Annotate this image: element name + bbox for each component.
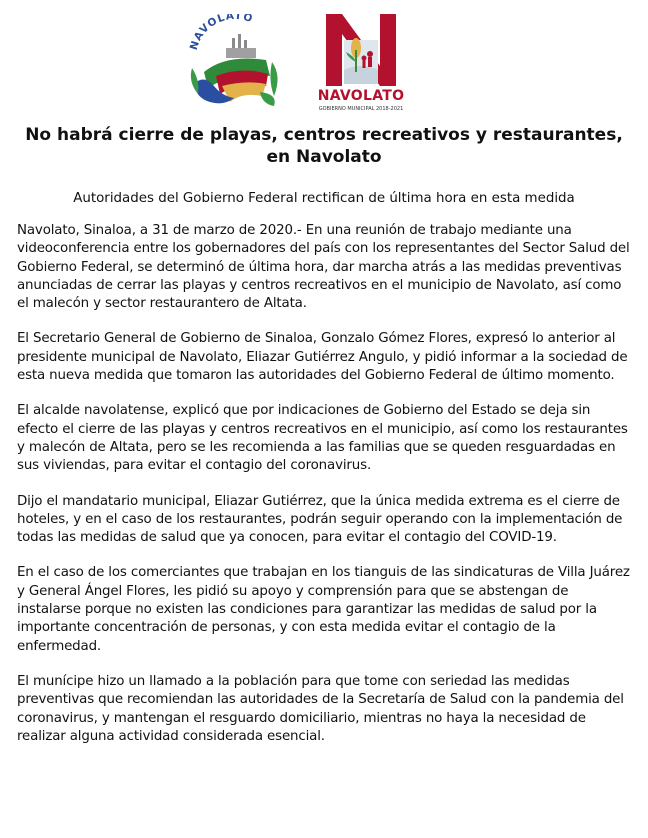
navolato-emblem-logo <box>186 14 284 108</box>
left-logo-arc-text: NAVOLATO <box>187 14 255 52</box>
letter-n-emblem-icon <box>316 10 406 88</box>
headline: No habrá cierre de playas, centros recreativos y restaurantes, en Navolato <box>25 125 623 167</box>
right-logo-title: NAVOLATO <box>317 88 405 104</box>
paragraph-6: El munícipe hizo un llamado a la población para que tome con seriedad las medidas preventivas que recomiendan las autoridades de la Secretaría de Salud con la pandemia del coronavirus, y mantengan el resguardo domiciliario, mientras no haya la necesidad de realizar alguna actividad considerada esencial. <box>17 673 624 744</box>
paragraph-1: Navolato, Sinaloa, a 31 de marzo de 2020.- En una reunión de trabajo mediante una videoconferencia entre los gobernadores del país con los representantes del Sector Salud del Gobierno Federal, se determinó de última hora, dar marcha atrás a las medidas preventivas anunciadas de cerrar las playas y centros recreativos en el municipio de Navolato, así como el malecón y sector restaurantero de Altata. <box>17 223 630 312</box>
paragraph-4: Dijo el mandatario municipal, Eliazar Gutiérrez, que la única medida extrema es el cierre de hoteles, y en el caso de los restaurantes, podrán seguir operando con la implementación de todas las medidas de salud que ya conocen, para evitar el contagio del COVID-19. <box>17 493 623 546</box>
navolato-gobierno-logo <box>316 10 406 114</box>
subtitle: Autoridades del Gobierno Federal rectifican de última hora en esta medida <box>73 191 575 206</box>
paragraph-5: En el caso de los comerciantes que trabajan en los tianguis de las sindicaturas de Villa Juárez y General Ángel Flores, les pidió su apoyo y comprensión para que se abstengan de instalarse porque no existen las condiciones para garantizar las medidas de salud por la importante concentración de personas, y con esta medida evitar el contagio de la enfermedad. <box>17 565 630 654</box>
right-logo-subtitle: GOBIERNO MUNICIPAL 2018-2021 <box>318 106 404 112</box>
paragraph-2: El Secretario General de Gobierno de Sinaloa, Gonzalo Gómez Flores, expresó lo anterior al presidente municipal de Navolato, Eliazar Gutiérrez Angulo, y pidió informar a la sociedad de esta nueva medida que tomaron las autoridades del Gobierno Federal de último momento. <box>17 331 628 384</box>
paragraph-3: El alcalde navolatense, explicó que por indicaciones de Gobierno del Estado se deja sin efecto el cierre de las playas y centros recreativos en el municipio, así como los restaurantes y malecón de Altata, pero se les recomienda a las familias que se queden resguardadas en sus viviendas, para evitar el contagio del coronavirus. <box>17 403 628 474</box>
navolato-emblem-icon <box>186 14 284 108</box>
article-body <box>17 222 631 763</box>
header-logos <box>0 8 648 120</box>
